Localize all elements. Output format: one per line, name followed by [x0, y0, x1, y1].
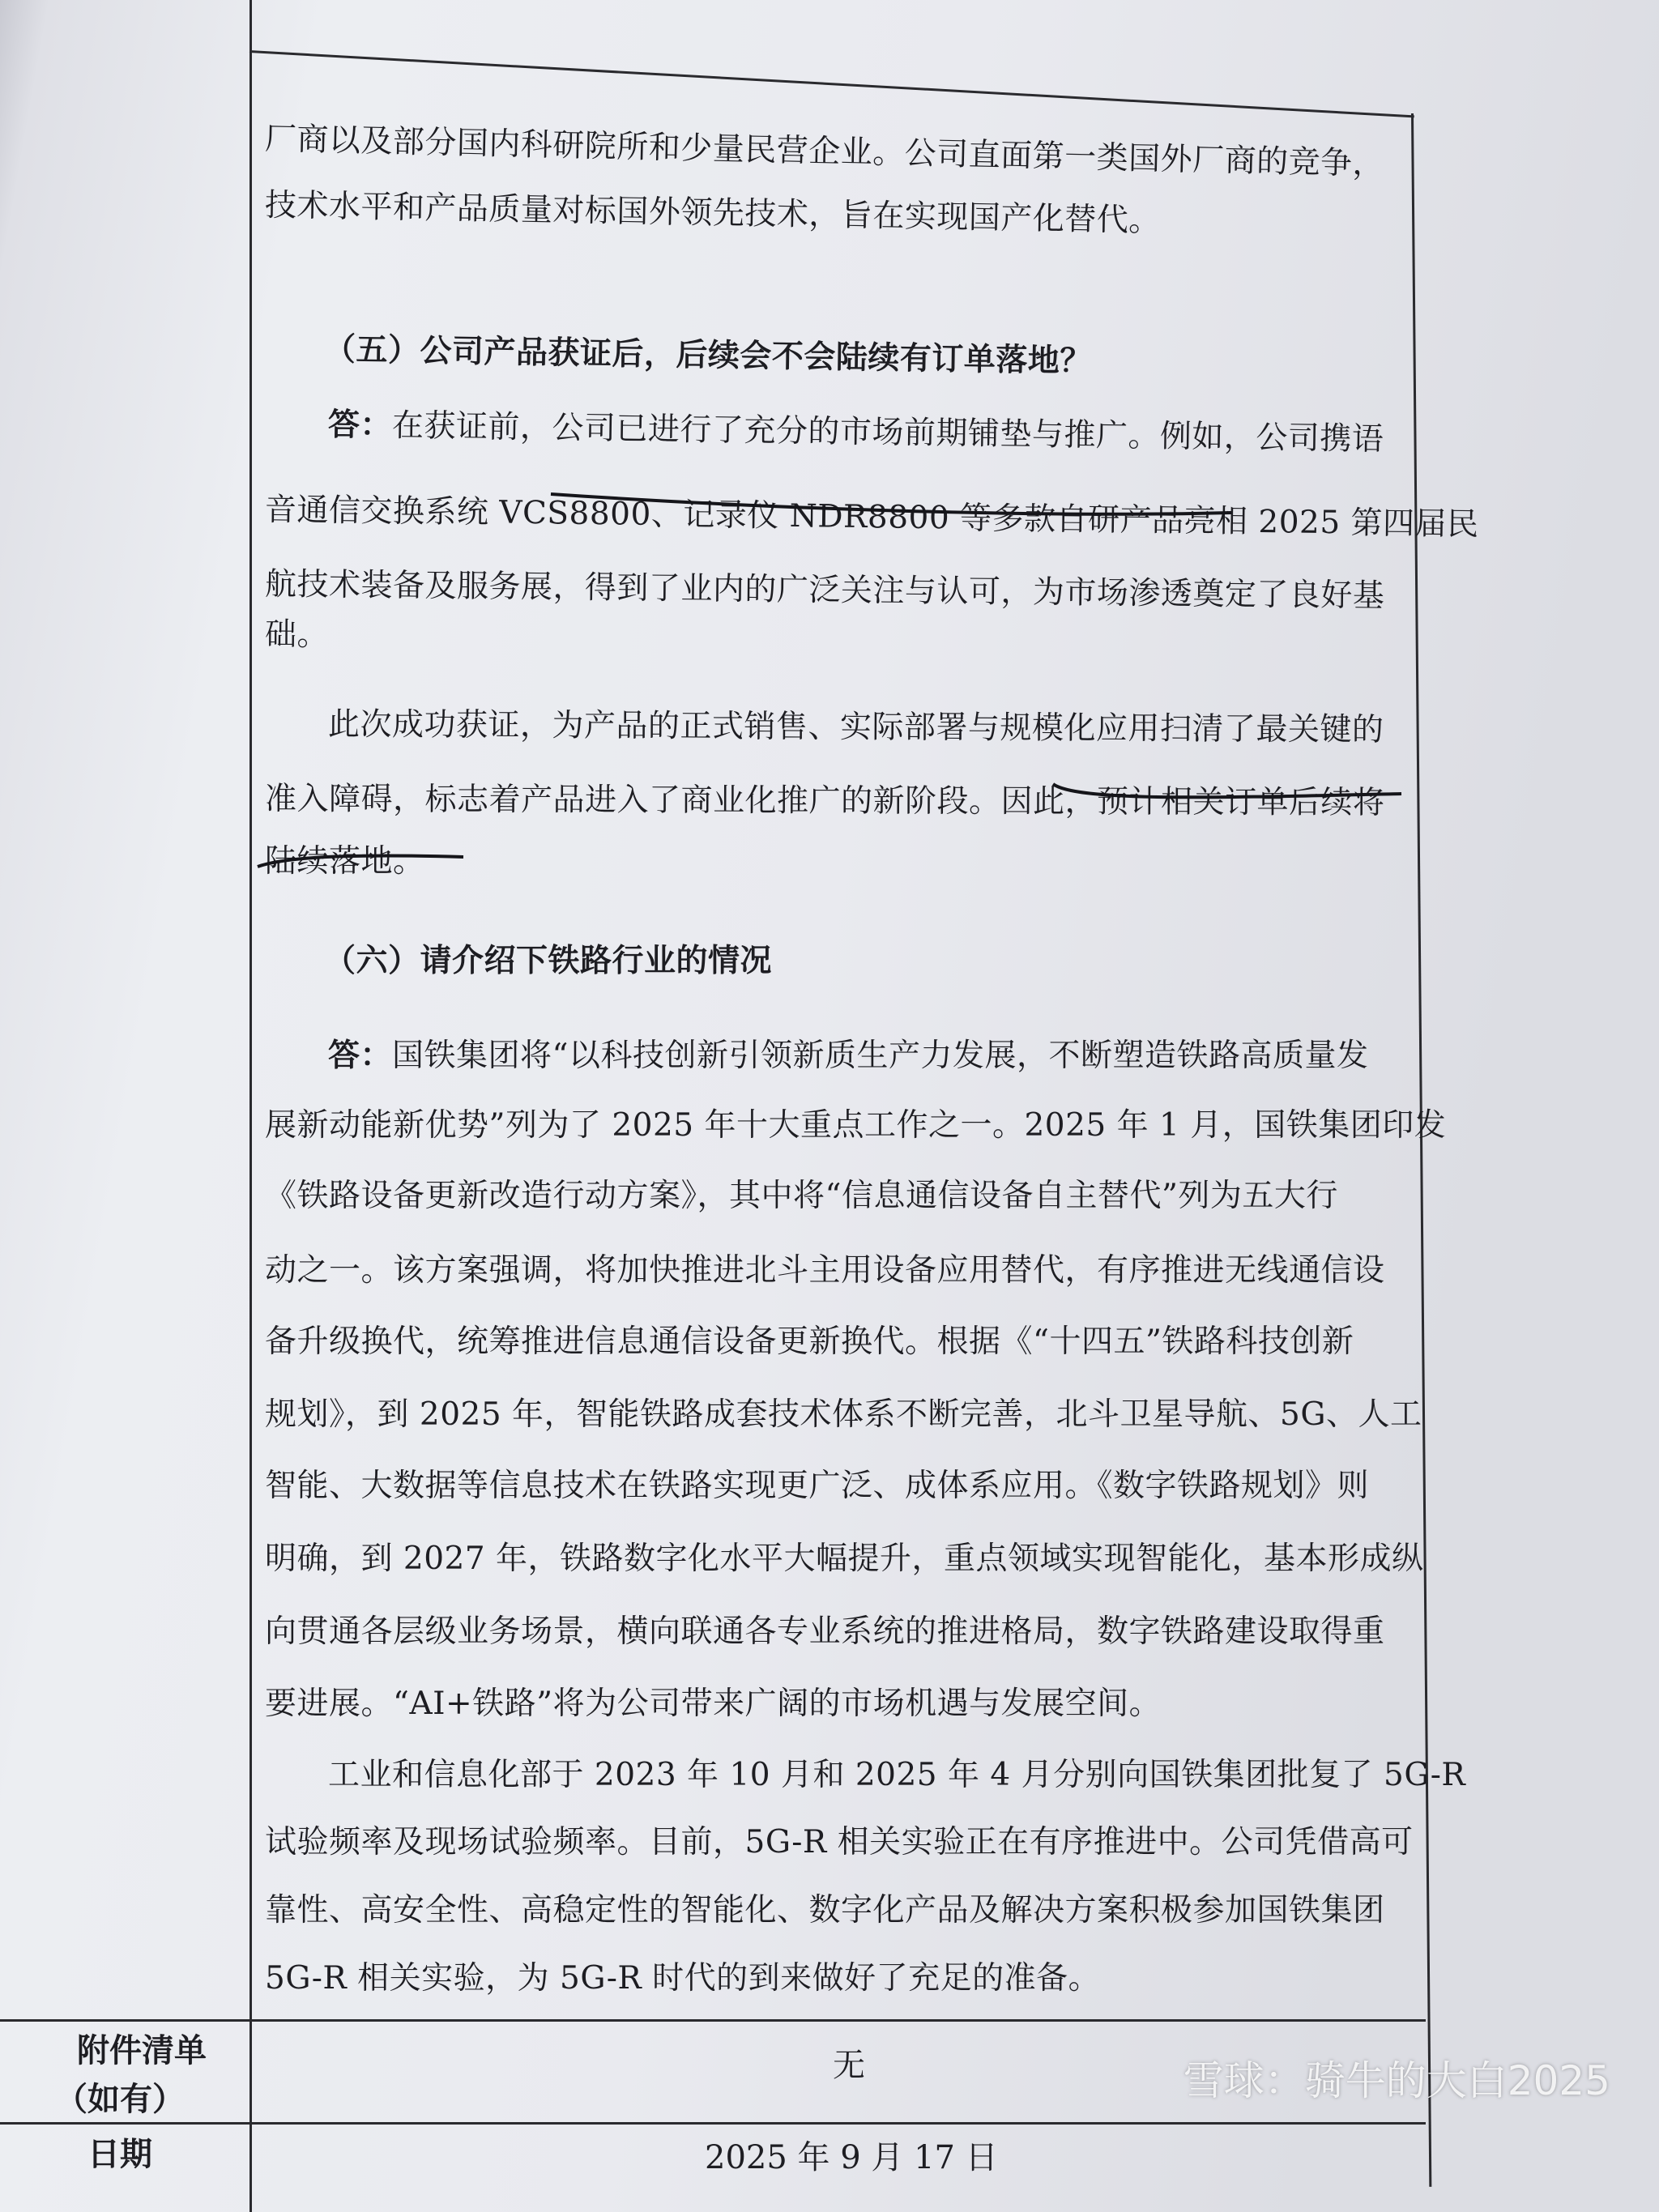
line-text: 航技术装备及服务展，得到了业内的广泛关注与认可，为市场渗透奠定了良好基: [264, 566, 1385, 615]
line-text: 动之一。该方案强调，将加快推进北斗主用设备应用替代，有序推进无线通信设: [265, 1252, 1385, 1289]
line-text: 规划》，到 2025 年，智能铁路成套技术体系不断完善，北斗卫星导航、5G、人工: [265, 1396, 1422, 1433]
line-text: 要进展。“AI+铁路”将为公司带来广阔的市场机遇与发展空间。: [265, 1686, 1162, 1722]
line-text: 础。: [264, 616, 330, 654]
pen-underline: [551, 494, 1231, 514]
attachments-label: 附件清单: [77, 2032, 207, 2069]
line-text: （五）公司产品获证后，后续会不会陆续有订单落地？: [323, 331, 1093, 380]
answer-label: 答：: [328, 1038, 393, 1074]
line-text: 备升级换代，统筹推进信息通信设备更新换代。根据《“十四五”铁路科技创新: [265, 1323, 1354, 1360]
line-text: 技术水平和产品质量对标国外领先技术，旨在实现国产化替代。: [264, 187, 1162, 240]
line-text: 《铁路设备更新改造行动方案》，其中将“信息通信设备自主替代”列为五大行: [265, 1178, 1338, 1214]
line-text: 明确，到 2027 年，铁路数字化水平大幅提升，重点领域实现智能化，基本形成纵: [265, 1541, 1424, 1577]
line-text: 陆续落地。: [265, 843, 425, 880]
line-text: 5G-R 相关实验，为 5G-R 时代的到来做好了充足的准备。: [265, 1960, 1101, 1997]
answer-label: 答：: [327, 407, 393, 445]
line-text: 试验频率及现场试验频率。目前，5G-R 相关实验正在有序推进中。公司凭借高可: [265, 1824, 1414, 1860]
line-text: 工业和信息化部于 2023 年 10 月和 2025 年 4 月分别向国铁集团批复了 5G-R: [328, 1757, 1466, 1793]
attachments-label-note: （如有）: [55, 2081, 185, 2118]
line-text: 在获证前，公司已进行了充分的市场前期铺垫与推广。例如，公司携语: [391, 407, 1384, 458]
pen-underline: [258, 855, 463, 867]
line-text: 展新动能新优势”列为了 2025 年十大重点工作之一。2025 年 1 月，国铁集团印发: [265, 1107, 1447, 1144]
date-label: 日期: [87, 2136, 152, 2173]
line-text: 音通信交换系统 VCS8800、记录仪 NDR8800 等多款自研产品亮相 2025 第四届民: [264, 492, 1479, 543]
line-text: 国铁集团将“以科技创新引领新质生产力发展，不断塑造铁路高质量发: [392, 1038, 1369, 1074]
line-text: 厂商以及部分国内科研院所和少量民营企业。公司直面第一类国外厂商的竞争，: [264, 121, 1385, 183]
line-text: （六）请介绍下铁路行业的情况: [324, 943, 773, 979]
line-text: 智能、大数据等信息技术在铁路实现更广泛、成体系应用。《数字铁路规划》则: [265, 1468, 1370, 1504]
watermark: 雪球：骑牛的大白2025: [1183, 2057, 1610, 2104]
pen-underline: [1053, 784, 1401, 797]
line-text: 向贯通各层级业务场景，横向联通各专业系统的推进格局，数字铁路建设取得重: [265, 1613, 1385, 1650]
line-text: 准入障碍，标志着产品进入了商业化推广的新阶段。因此，预计相关订单后续将: [264, 781, 1385, 821]
line-text: 靠性、高安全性、高稳定性的智能化、数字化产品及解决方案积极参加国铁集团: [265, 1892, 1385, 1929]
date-value: 2025 年 9 月 17 日: [705, 2139, 998, 2176]
attachments-value: 无: [833, 2047, 865, 2084]
line-text: 此次成功获证，为产品的正式销售、实际部署与规模化应用扫清了最关键的: [327, 706, 1384, 748]
